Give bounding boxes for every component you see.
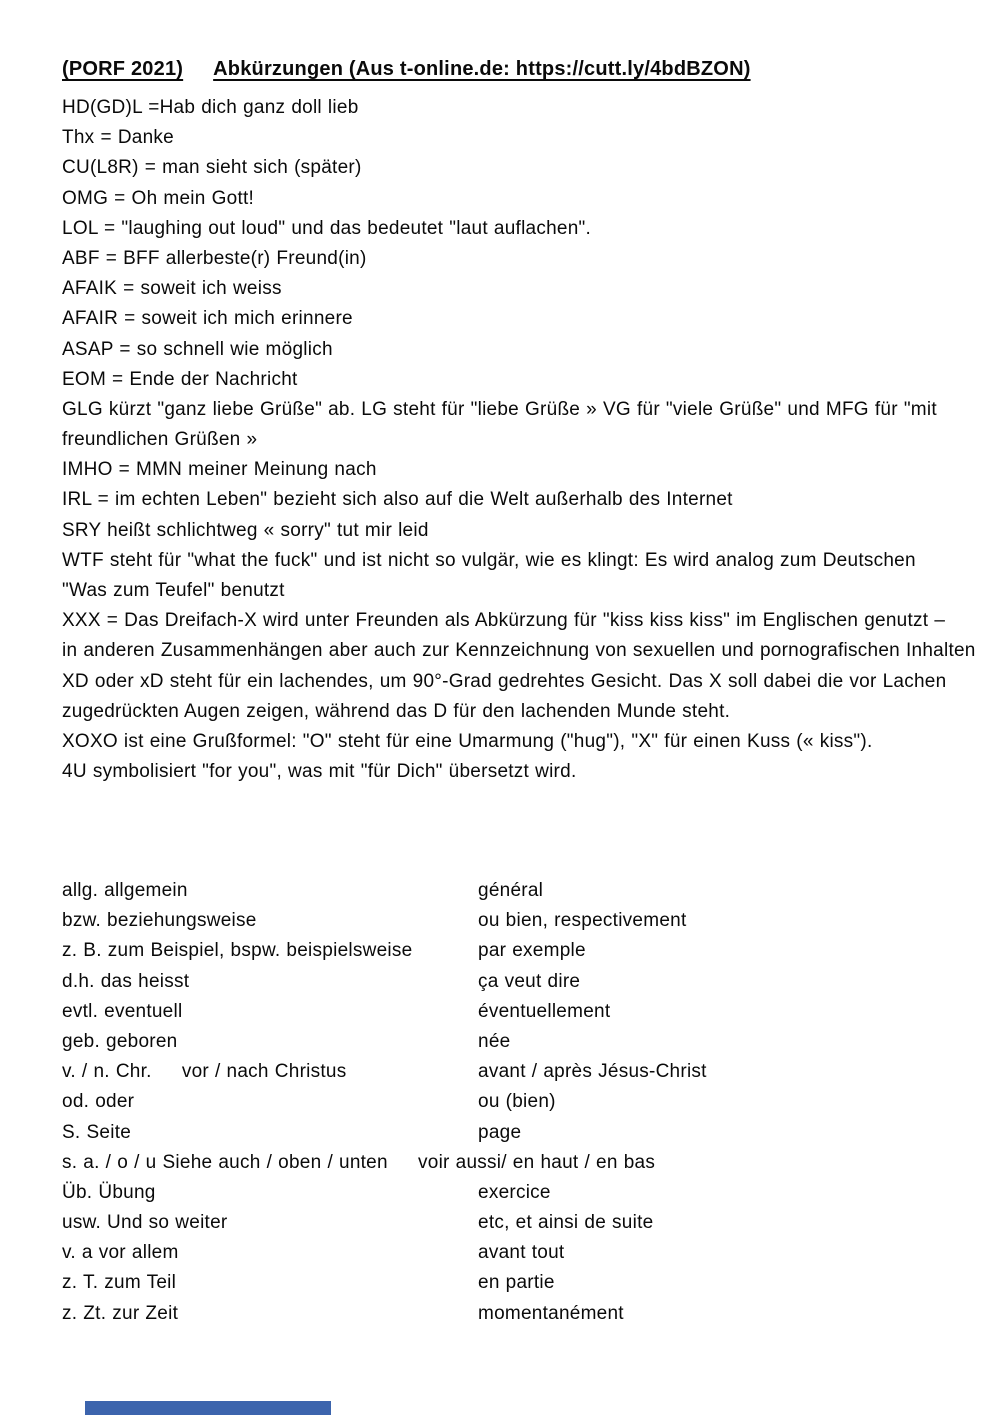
text-line: "Was zum Teufel" benutzt — [62, 580, 285, 601]
glossary-german-term: geb. geboren — [62, 1030, 178, 1052]
glossary-row — [62, 1061, 962, 1091]
glossary-german-term: S. Seite — [62, 1121, 132, 1143]
glossary-row — [62, 1182, 962, 1212]
glossary-row — [62, 910, 962, 940]
glossary-german-term: v. a vor allem — [62, 1242, 179, 1264]
glossary-row — [62, 971, 962, 1001]
text-line: AFAIK = soweit ich weiss — [62, 278, 282, 300]
glossary-row — [62, 1212, 962, 1242]
glossary-french-term: en partie — [478, 1272, 555, 1294]
text-line: CU(L8R) = man sieht sich (später) — [62, 157, 362, 179]
glossary-row — [62, 1152, 962, 1182]
text-line: ASAP = so schnell wie möglich — [62, 338, 333, 360]
glossary-row — [62, 940, 962, 970]
text-line: EOM = Ende der Nachricht — [62, 368, 298, 390]
glossary-row — [62, 1272, 962, 1302]
glossary-table — [62, 880, 962, 1333]
text-line: AFAIR = soweit ich mich erinnere — [62, 308, 353, 330]
text-line: GLG kürzt "ganz liebe Grüße" ab. LG steht für "liebe Grüße » VG für "viele Grüße" und MFG für "mit — [62, 398, 937, 420]
glossary-german-term: usw. Und so weiter — [62, 1212, 228, 1234]
glossary-row — [62, 880, 962, 910]
glossary-french-term: ça veut dire — [478, 970, 581, 992]
page-title — [62, 58, 751, 81]
glossary-row — [62, 1091, 962, 1121]
glossary-french-term: exercice — [478, 1181, 551, 1203]
glossary-german-term: d.h. das heisst — [62, 970, 190, 992]
glossary-french-term: général — [478, 880, 544, 901]
text-line: zugedrückten Augen zeigen, während das D für den lachenden Munde steht. — [62, 700, 731, 722]
text-line: XXX = Das Dreifach-X wird unter Freunden als Abkürzung für "kiss kiss kiss" im Englischen genutzt – — [62, 610, 946, 632]
text-line: WTF steht für "what the fuck" und ist nicht so vulgär, wie es klingt: Es wird analog zum Deutschen — [62, 549, 916, 571]
glossary-french-term: née — [478, 1030, 511, 1052]
glossary-german-term: v. / n. Chr. vor / nach Christus — [62, 1061, 347, 1083]
title-gap — [183, 58, 213, 81]
text-line: HD(GD)L =Hab dich ganz doll lieb — [62, 97, 359, 118]
glossary-german-term: z. T. zum Teil — [62, 1272, 177, 1294]
text-line: 4U symbolisiert "for you", was mit "für Dich" übersetzt wird. — [62, 761, 577, 783]
glossary-german-term: s. a. / o / u Siehe auch / oben / unten — [62, 1151, 388, 1173]
text-line: IMHO = MMN meiner Meinung nach — [62, 459, 377, 481]
text-line: ABF = BFF allerbeste(r) Freund(in) — [62, 247, 367, 269]
abbreviation-list — [62, 93, 976, 787]
glossary-french-term: par exemple — [478, 940, 586, 962]
glossary-german-term: z. Zt. zur Zeit — [62, 1302, 179, 1324]
text-line: SRY heißt schlichtweg « sorry" tut mir leid — [62, 519, 429, 541]
glossary-french-term: avant / après Jésus-Christ — [478, 1061, 707, 1083]
glossary-row — [62, 1242, 962, 1272]
glossary-row — [62, 1122, 962, 1152]
text-line: Thx = Danke — [62, 127, 174, 149]
glossary-french-term: voir aussi/ en haut / en bas — [418, 1151, 656, 1173]
glossary-french-term: page — [478, 1121, 522, 1143]
glossary-german-term: bzw. beziehungsweise — [62, 910, 257, 932]
glossary-german-term: z. B. zum Beispiel, bspw. beispielsweise — [62, 940, 413, 962]
text-line: XD oder xD steht für ein lachendes, um 90°-Grad gedrehtes Gesicht. Das X soll dabei die vor Lachen — [62, 670, 947, 692]
title-abbreviations-label: Abkürzungen (Aus t-online.de: https://cutt.ly/4bdBZON) — [213, 58, 751, 80]
text-line: IRL = im echten Leben" bezieht sich also auf die Welt außerhalb des Internet — [62, 489, 733, 511]
glossary-french-term: etc, et ainsi de suite — [478, 1212, 654, 1234]
text-line: freundlichen Grüßen » — [62, 429, 258, 451]
glossary-french-term: momentanément — [478, 1302, 624, 1324]
glossary-french-term: ou bien, respectivement — [478, 910, 687, 932]
glossary-row — [62, 1001, 962, 1031]
glossary-row — [62, 1031, 962, 1061]
glossary-german-term: evtl. eventuell — [62, 1000, 183, 1022]
glossary-german-term: allg. allgemein — [62, 880, 188, 901]
glossary-french-term: ou (bien) — [478, 1091, 556, 1113]
text-line: in anderen Zusammenhängen aber auch zur Kennzeichnung von sexuellen und pornografischen Inhalten — [62, 640, 976, 662]
text-line: LOL = "laughing out loud" und das bedeutet "laut auflachen". — [62, 217, 592, 239]
glossary-german-term: od. oder — [62, 1091, 135, 1113]
title-porf-label: (PORF 2021) — [62, 58, 184, 80]
glossary-french-term: éventuellement — [478, 1000, 611, 1022]
glossary-french-term: avant tout — [478, 1242, 565, 1264]
text-line: XOXO ist eine Grußformel: "O" steht für eine Umarmung ("hug"), "X" für einen Kuss (« kiss"). — [62, 730, 873, 752]
glossary-row — [62, 1303, 962, 1333]
glossary-german-term: Üb. Übung — [62, 1181, 156, 1203]
text-line: OMG = Oh mein Gott! — [62, 187, 255, 209]
next-page-blue-bar — [85, 1401, 331, 1415]
